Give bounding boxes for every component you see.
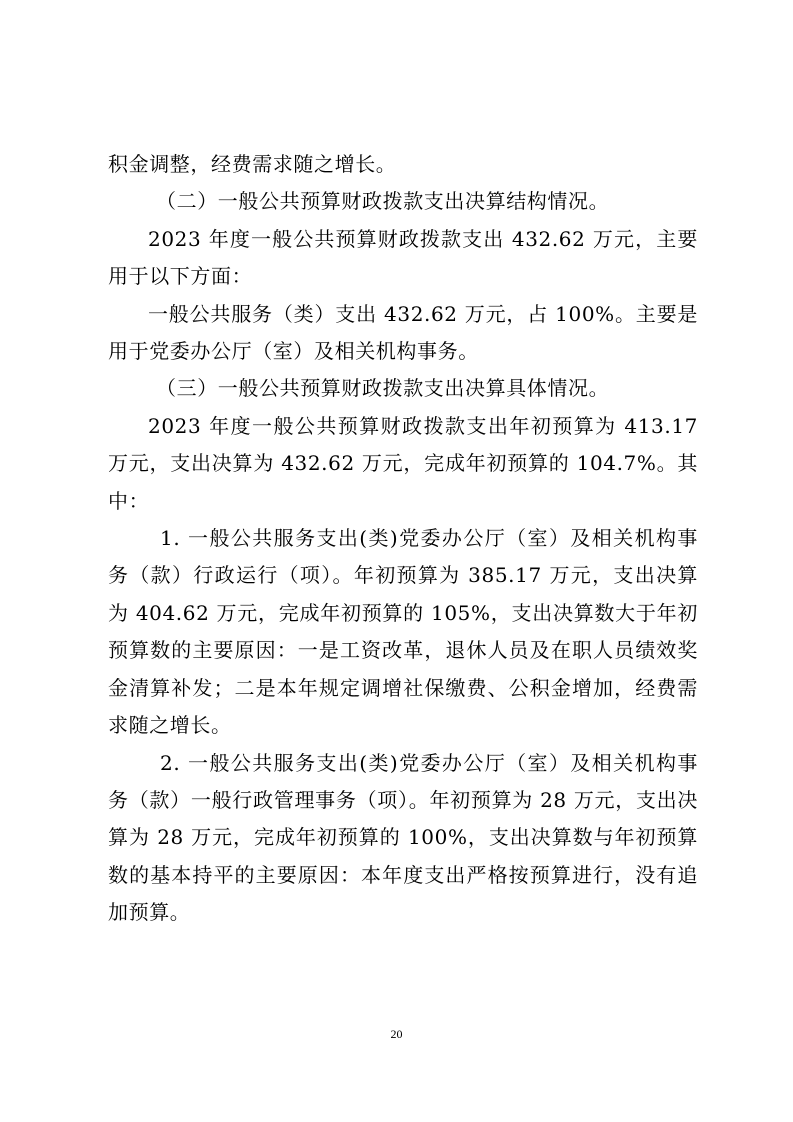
- paragraph-continuation: 积金调整，经费需求随之增长。: [108, 152, 397, 176]
- list-item-general-administrative-affairs: 2. 一般公共服务支出(类)党委办公厅（室）及相关机构事务（款）一般行政管理事务（项）。年初预算为 28 万元，支出决算为 28 万元，完成年初预算的 100%，支出决算数与年初预算数的基本持平的主要原因：本年度支出严格按预算进行，没有追加预算。: [108, 750, 698, 925]
- page-number: 20: [390, 1027, 403, 1041]
- paragraph-structure-summary: 2023 年度一般公共预算财政拨款支出 432.62 万元，主要用于以下方面：: [108, 226, 698, 289]
- paragraph-budget-summary: 2023 年度一般公共预算财政拨款支出年初预算为 413.17 万元，支出决算为 432.62 万元，完成年初预算的 104.7%。其中：: [108, 413, 698, 513]
- section-heading-2: （二）一般公共预算财政拨款支出决算结构情况。: [156, 189, 610, 214]
- body-text: [108, 146, 698, 932]
- section-heading-3: （三）一般公共预算财政拨款支出决算具体情况。: [156, 376, 610, 401]
- list-item-administrative-operation: 1. 一般公共服务支出(类)党委办公厅（室）及相关机构事务（款）行政运行（项）。年初预算为 385.17 万元，支出决算为 404.62 万元，完成年初预算的 105%，支出决算数大于年初预算数的主要原因：一是工资改革，退休人员及在职人员绩效奖金清算补发；二是本年规定调增社保缴费、公积金增加，经费需求随之增长。: [108, 526, 698, 738]
- paragraph-general-public-services: 一般公共服务（类）支出 432.62 万元，占 100%。主要是用于党委办公厅（室）及相关机构事务。: [108, 301, 698, 364]
